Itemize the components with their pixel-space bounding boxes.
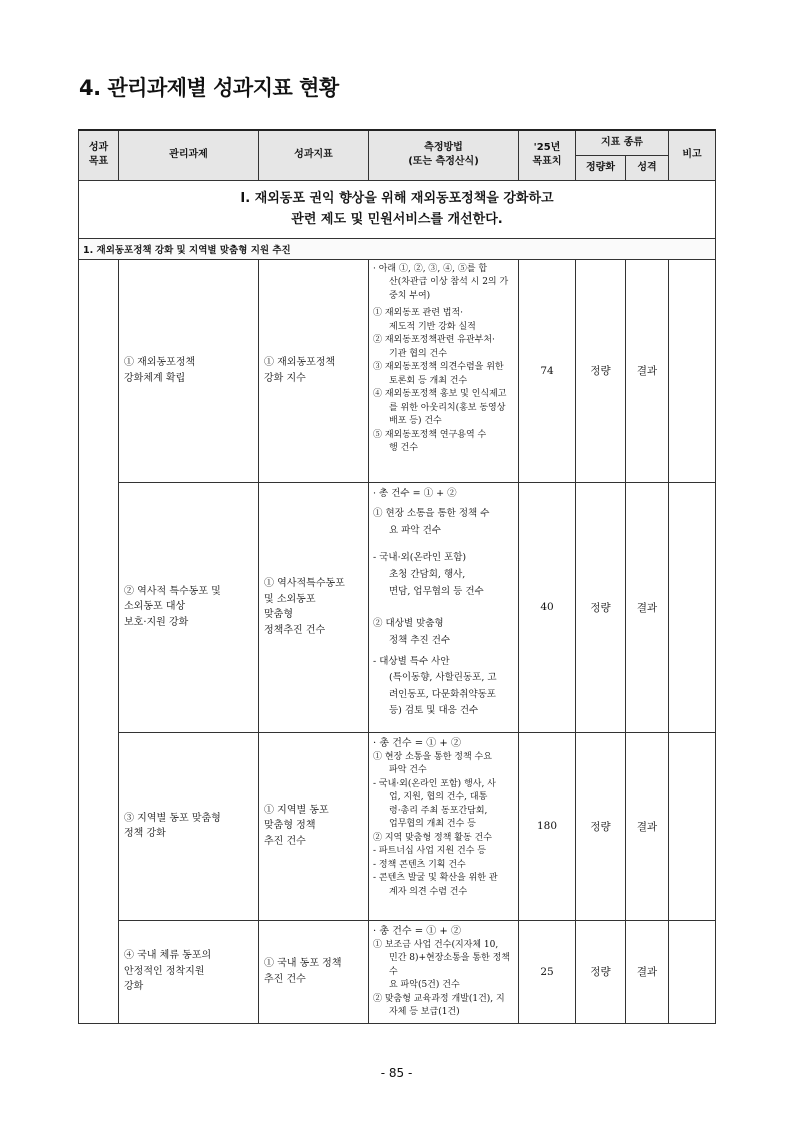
- header-kind-nature: 성격: [626, 155, 669, 180]
- table-row: [79, 482, 716, 732]
- header-method: 측정방법 (또는 측정산식): [369, 130, 519, 180]
- page-number: - 85 -: [380, 1066, 413, 1080]
- note-cell: [669, 920, 716, 1023]
- section-title: 1. 재외동포정책 강화 및 지역별 맞춤형 지원 추진: [79, 238, 716, 259]
- quant-type: 정량: [576, 920, 626, 1023]
- strategic-goal: Ⅰ. 재외동포 권익 향상을 위해 재외동포정책을 강화하고 관련 제도 및 민원서비스를 개선한다.: [79, 180, 716, 238]
- method-cell: · 총 건수 = ① + ② ① 현장 소통을 통한 정책 수 요 파악 건수 - 국내·외(온라인 포함) 초청 간담회, 행사, 면담, 업무협의 등 건수 ② 대상별 맞춤형 정책 추진 건수 - 대상별 특수 사안 (특이동향, 사할린동포, 고 려인동포, 다문화취약동포 등) 검토 및 대응 건수: [369, 482, 519, 732]
- note-cell: [669, 732, 716, 920]
- table-row: [79, 732, 716, 920]
- target-value: 25: [519, 920, 576, 1023]
- header-kind: 지표 종류: [576, 130, 669, 155]
- indicator-cell: ① 역사적특수동포 및 소외동포 맞춤형 정책추진 건수: [259, 482, 369, 732]
- nature-type: 결과: [626, 259, 669, 482]
- indicator-cell: ① 지역별 동포 맞춤형 정책 추진 건수: [259, 732, 369, 920]
- nature-type: 결과: [626, 732, 669, 920]
- table-row: [79, 920, 716, 1023]
- indicator-cell: ① 재외동포정책 강화 지수: [259, 259, 369, 482]
- header-target: '25년 목표치: [519, 130, 576, 180]
- task-cell: ② 역사적 특수동포 및 소외동포 대상 보호·지원 강화: [119, 482, 259, 732]
- page-title: 4. 관리과제별 성과지표 현황: [79, 76, 339, 100]
- strategic-goal-row: [79, 180, 716, 238]
- table-header-row: [79, 130, 716, 155]
- nature-type: 결과: [626, 482, 669, 732]
- note-cell: [669, 259, 716, 482]
- goal-merged-cell: [79, 259, 119, 1023]
- indicator-table: [78, 129, 716, 1024]
- header-kind-quant: 정량화: [576, 155, 626, 180]
- header-task: 관리과제: [119, 130, 259, 180]
- indicator-cell: ① 국내 동포 정책 추진 건수: [259, 920, 369, 1023]
- table-row: [79, 259, 716, 482]
- task-cell: ④ 국내 체류 동포의 안정적인 정착지원 강화: [119, 920, 259, 1023]
- header-note: 비고: [669, 130, 716, 180]
- header-indicator: 성과지표: [259, 130, 369, 180]
- task-cell: ① 재외동포정책 강화체계 확립: [119, 259, 259, 482]
- quant-type: 정량: [576, 732, 626, 920]
- method-cell: · 총 건수 = ① + ② ① 현장 소통을 통한 정책 수요 파악 건수 - 국내·외(온라인 포함) 행사, 사 업, 지원, 협의 건수, 대통 령·총리 주최 동포간담회, 업무협의 개최 건수 등 ② 지역 맞춤형 정책 활동 건수 - 파트너십 사업 지원 건수 등 - 정책 콘텐츠 기획 건수 - 콘텐츠 발굴 및 확산을 위한 관 계자 의견 수렴 건수: [369, 732, 519, 920]
- method-cell: · 아래 ①, ②, ③, ④, ⑤를 합 산(차관급 이상 참석 시 2의 가 중치 부여) ① 재외동포 관련 법적· 제도적 기반 강화 실적 ② 재외동포정책관련 유관부처· 기관 협의 건수 ③ 재외동포정책 의견수렴을 위한 토론회 등 개최 건수 ④ 재외동포정책 홍보 및 인식제고 를 위한 아웃리치(홍보 동영상 배포 등) 건수 ⑤ 재외동포정책 연구용역 수 행 건수: [369, 259, 519, 482]
- target-value: 180: [519, 732, 576, 920]
- task-cell: ③ 지역별 동포 맞춤형 정책 강화: [119, 732, 259, 920]
- nature-type: 결과: [626, 920, 669, 1023]
- method-cell: · 총 건수 = ① + ② ① 보조금 사업 건수(지자체 10, 민간 8)+현장소통을 통한 정책수 요 파악(5건) 건수 ② 맞춤형 교육과정 개발(1건), 지 자체 등 보급(1건): [369, 920, 519, 1023]
- target-value: 40: [519, 482, 576, 732]
- note-cell: [669, 482, 716, 732]
- target-value: 74: [519, 259, 576, 482]
- quant-type: 정량: [576, 259, 626, 482]
- header-goal: 성과 목표: [79, 130, 119, 180]
- quant-type: 정량: [576, 482, 626, 732]
- section-row: [79, 238, 716, 259]
